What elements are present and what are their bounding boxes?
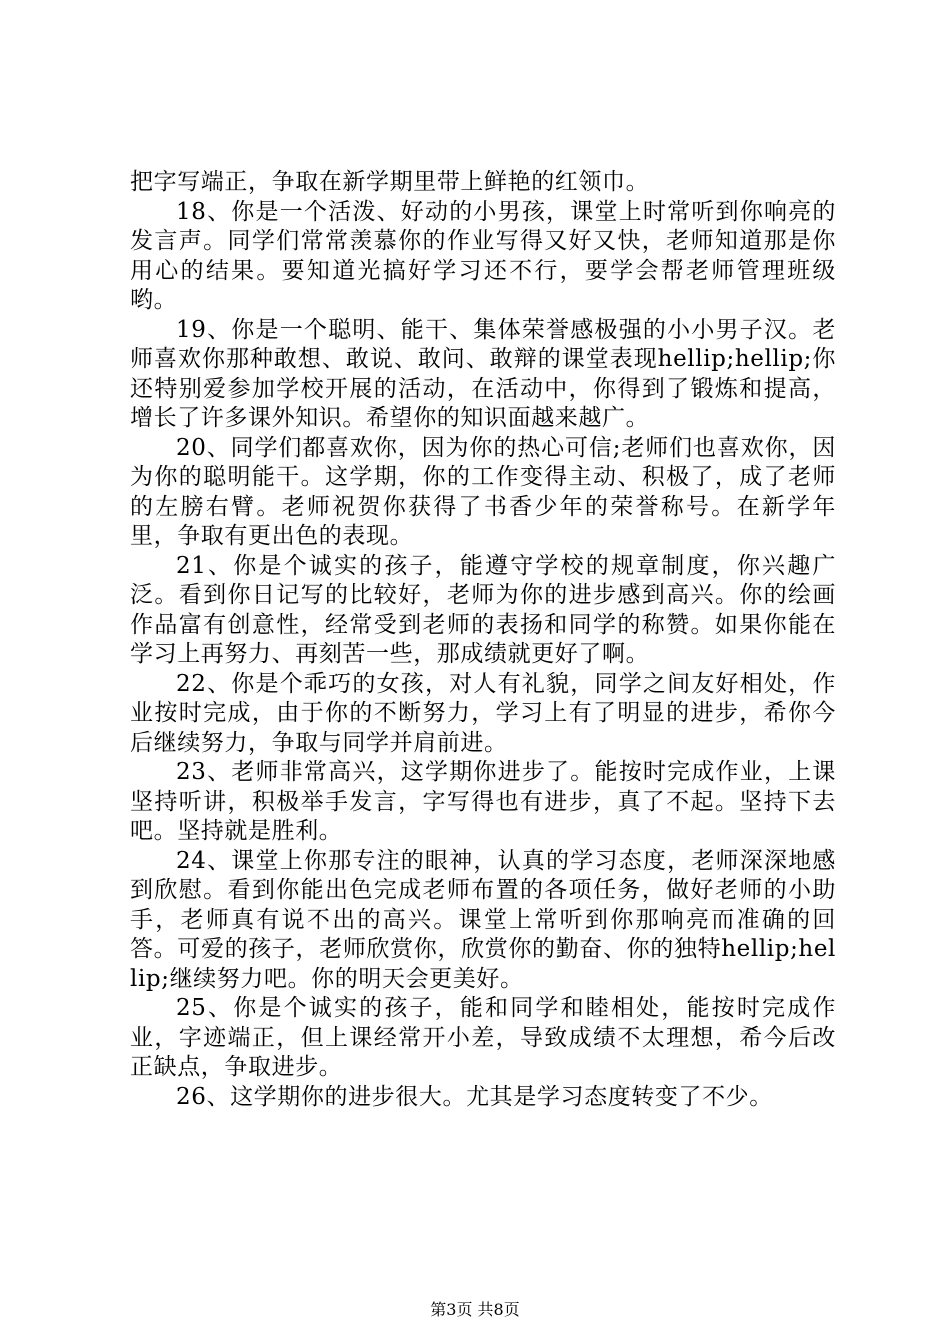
page-number: 第3页 共8页: [430, 1300, 520, 1319]
paragraph-comment-25: 25、你是个诚实的孩子，能和同学和睦相处，能按时完成作业，字迹端正，但上课经常开小差，导致成绩不太理想，希今后改正缺点，争取进步。: [130, 995, 836, 1080]
paragraph-comment-18: 18、你是一个活泼、好动的小男孩，课堂上时常听到你响亮的发言声。同学们常常羡慕你的作业写得又好又快，老师知道那是你用心的结果。要知道光搞好学习还不行，要学会帮老师管理班级哟。: [130, 198, 836, 313]
paragraph-comment-26: 26、这学期你的进步很大。尤其是学习态度转变了不少。: [176, 1083, 773, 1110]
paragraph-comment-19: 19、你是一个聪明、能干、集体荣誉感极强的小小男子汉。老师喜欢你那种敢想、敢说、敢问、敢辩的课堂表现hellip;hellip;你还特别爱参加学校开展的活动，在活动中，你得到了锻炼和提高，增长了许多课外知识。希望你的知识面越来越广。: [130, 316, 836, 431]
paragraph-comment-20: 20、同学们都喜欢你，因为你的热心可信;老师们也喜欢你，因为你的聪明能干。这学期，你的工作变得主动、积极了，成了老师的左膀右臂。老师祝贺你获得了书香少年的荣誉称号。在新学年里，争取有更出色的表现。: [130, 434, 836, 549]
paragraph-comment-24: 24、课堂上你那专注的眼神，认真的学习态度，老师深深地感到欣慰。看到你能出色完成老师布置的各项任务，做好老师的小助手，老师真有说不出的高兴。课堂上常听到你那响亮而准确的回答。可爱的孩子，老师欣赏你，欣赏你的勤奋、你的独特hellip;hellip;继续努力吧。你的明天会更美好。: [130, 847, 836, 992]
paragraph-comment-23: 23、老师非常高兴，这学期你进步了。能按时完成作业，上课坚持听讲，积极举手发言，字写得也有进步，真了不起。坚持下去吧。坚持就是胜利。: [130, 759, 836, 844]
paragraph-comment-22: 22、你是个乖巧的女孩，对人有礼貌，同学之间友好相处，作业按时完成，由于你的不断努力，学习上有了明显的进步，希你今后继续努力，争取与同学并肩前进。: [130, 670, 836, 756]
document-body: [130, 168, 836, 1112]
paragraph-continuation: 把字写端正，争取在新学期里带上鲜艳的红领巾。: [130, 169, 650, 195]
page-footer: [0, 1300, 950, 1320]
paragraph-comment-21: 21、你是个诚实的孩子，能遵守学校的规章制度，你兴趣广泛。看到你日记写的比较好，老师为你的进步感到高兴。你的绘画作品富有创意性，经常受到老师的表扬和同学的称赞。如果你能在学习上再努力、再刻苦一些，那成绩就更好了啊。: [130, 552, 836, 667]
